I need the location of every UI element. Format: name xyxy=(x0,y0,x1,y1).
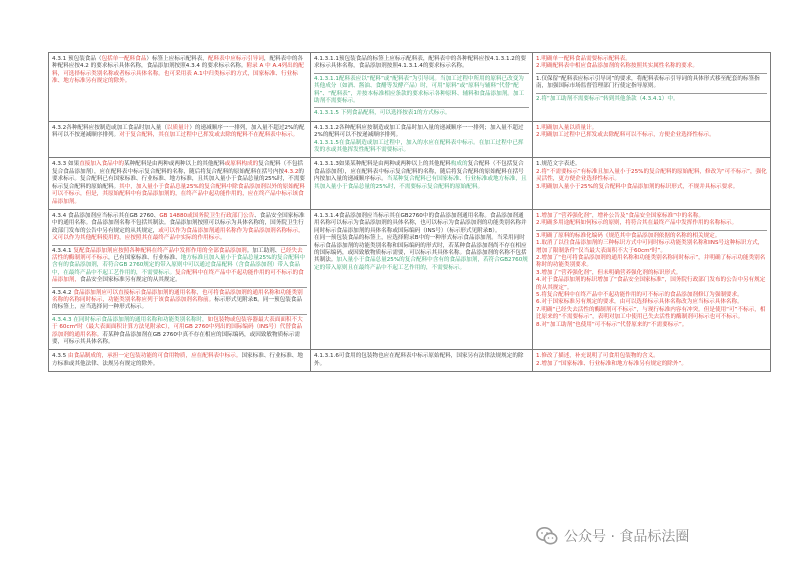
text-segment: ，已有国家标准、行业标准、 xyxy=(107,254,181,261)
text-segment: 构成的 xyxy=(450,161,468,168)
table-row xyxy=(49,350,771,372)
cell-clause-block xyxy=(314,213,529,272)
text-segment: 1.明确加入量以质量计。 xyxy=(536,124,598,131)
text-segment: 复合配料（不包括复合食品添加剂），应在配料表中标示复合配料的名称，随后将复合配料的原始配料在括号内按加入量的递减顺序标示。 xyxy=(314,161,524,183)
text-segment: 对于复合配料，其在加工过程中已挥发或去除的配料不在配料表中标示。 xyxy=(119,132,299,139)
text-segment: 加入量小于食品总量25%的复合配料中含有的食品添加剂，若符合GB2760规定的带入原则且在最终产品中不起工艺作用的，不需要标示。 xyxy=(314,257,528,271)
text-segment: 复合配料（不包括复合食品添加剂），应在配料表中标示复合配料的名称，随后将复合配料的原始配料在括号内按 xyxy=(52,161,304,175)
cell-clause-block xyxy=(536,125,767,140)
text-segment: 1.仅保留“配料表应标示引导词”的要求，将配料表标示引导词的具体形式移至配套的标签指南，加强国际市场监督管理部门行使定指导原则。 xyxy=(536,75,760,90)
text-segment: 某种配料是由两种或两种以上的其他配料 xyxy=(123,161,225,168)
text-segment: 7.明确“已经失去活性的酶制剂可不标示”，与现行标准内容有冲突。但是使用“可”不标示，相比原来的“不需要标示”，表明对加工中使用已失去活性的酶制剂可标示也可不标示。 xyxy=(536,306,766,321)
text-segment: 2.将“加工助剂不需要标示”转到其他条款（4.3.4.1）中。 xyxy=(536,95,679,102)
cell-clause-block xyxy=(52,290,307,315)
text-segment: 4.1.3.1.5在食品制造或加工过程中，加入的水应在配料表中标示。在加工过程中已挥发的水或其他挥发性配料不需要标示。 xyxy=(314,139,524,154)
text-segment: 包括单一配料食品 xyxy=(101,56,147,62)
text-segment: 如包装物或包装容器最大表面面积不大于 60cm²时（最大表面面积计算方法见附录C），可用GB 2760中列出的国际编码（INS号）代替食品添加剂的通用名称。 xyxy=(52,316,303,338)
text-segment: 1.修改了描述，补充说明了可食用包装物的含义。 xyxy=(536,353,659,360)
text-segment: 、食品安全国家标准中的通用名称。食品添加剂名称不包括其制法。食品添加剂按照可以标示为具体名称的，国务院卫生行政部门发布的公告中另有规定的从其规定， xyxy=(52,212,305,234)
new-draft-cell xyxy=(311,350,533,372)
text-segment: 标示引导词 xyxy=(235,56,264,62)
change-notes-cell xyxy=(533,209,771,350)
text-segment: 4.1.3.1.1预包装食品的标签上应标示配料表，配料表中的各种配料应按4.1.3.1.2的要求标示具体名称，食品添加剂按照4.1.3.1.4的要求标示名称。 xyxy=(314,56,527,70)
cell-clause-block xyxy=(52,213,307,246)
text-segment: 2.明确加工过程中已挥发或去除配料可以不标示，方便企业选择性标示。 xyxy=(536,132,715,139)
cell-clause-block xyxy=(536,96,767,103)
new-draft-cell xyxy=(311,209,533,350)
text-segment: 4.3.2 xyxy=(284,168,299,175)
text-segment: 8.对“加工助剂”也使用“可不标示”代替原来的“不需要标示”。 xyxy=(536,321,688,328)
text-segment: 4.1.3.1.1配料表应以“配料”或“配料表”为引导词。当加工过程中所用的原料已改变为其他成分（如酒、酱油、食醋等发酵产品）时，可用“原料”或“原料与辅料”代替“配料”、“配料表”，并按本标准相应条款的要求标示各种原料、辅料和食品添加剂。加工助剂不需要标示。 xyxy=(314,75,525,105)
cell-clause-block xyxy=(536,56,767,74)
text-segment: 。加工助剂、 xyxy=(246,247,281,254)
text-segment: 直接加入食品中的 xyxy=(79,161,124,168)
text-segment: 食品添加剂的名称不包括其制法。 xyxy=(314,249,527,264)
table-row xyxy=(49,158,771,209)
text-segment: 4.1.3.1.2各种配料应按制造或加工食品时加入量的递减顺序一一排列；加入量不超过2%的配料可以不按递减顺序排列。 xyxy=(314,124,524,139)
cell-clause-block xyxy=(314,353,529,368)
text-segment: 当某种复合配料已有国家标准、行业标准或地方标准，且其加入量小于食品总量的25%时，不需要标示复合配料的原始配料。 xyxy=(314,176,527,190)
cell-clause-block xyxy=(314,161,529,191)
text-segment: 以质量计 xyxy=(166,124,190,131)
text-segment: 或原料构成的 xyxy=(224,161,259,168)
text-segment: 食品添加剂应可以直接标示食品添加剂的通用名称，也可将食品添加剂的通用名称和功能类别名称的名称同时标示，功能类别名称应列于该食品添加剂名称前。 xyxy=(52,289,303,303)
text-segment: 国家标准、行业标准、地方标准或其他法律、法规另有规定的除外。 xyxy=(52,353,303,367)
cell-clause-block xyxy=(536,233,767,329)
change-notes-cell xyxy=(533,121,771,158)
old-standard-cell xyxy=(49,209,311,350)
text-segment: 1.明确单一配料食品需要标示配料表。 xyxy=(536,56,631,62)
text-segment: 复配食品添加剂应按照各种配料在终产品中发挥作用的全部食品添加剂 xyxy=(73,247,247,254)
table-body xyxy=(49,53,771,372)
old-standard-cell xyxy=(49,121,311,158)
wechat-watermark xyxy=(536,524,689,548)
text-segment: 4.对于食品添加剂的标识增加了“食品安全国家标准”，国务院行政部门发布的公告中另有规定的从其规定”。 xyxy=(536,277,766,291)
text-segment: 2.明确多用途配料如何标示的原则，将符合其在最终产品中发挥作用的名称标示。 xyxy=(536,220,738,227)
table-row xyxy=(49,121,771,158)
table-row xyxy=(49,209,771,350)
cell-clause-block xyxy=(314,110,529,117)
cell-clause-block xyxy=(52,161,307,205)
text-segment: 4.1.3.1.3如果某种配料是由两种或两种以上的其他配料 xyxy=(314,161,451,168)
text-segment: 4.3.1 预包装食品（ xyxy=(52,56,102,62)
cell-clause-block xyxy=(52,248,307,288)
text-segment: 食品安全国家标准另有规定的从其规定。 xyxy=(79,277,181,284)
table-row xyxy=(49,53,771,122)
text-segment: 4.3.3 如果 xyxy=(52,161,80,168)
text-segment: 配料表中应 xyxy=(207,56,236,62)
text-segment: 4.1.3.1.6可食用的包装物也应在配料表中标示原始配料，国家另有法律法规规定的除外。 xyxy=(314,353,524,367)
text-segment: 已经失去活性的酶制剂可不标示 xyxy=(52,247,303,261)
text-segment: 若某种食品添加剂在GB 2760中真不存在相应的国际编码，或因致敏物质标示需要，可标示其具体名称。 xyxy=(52,331,300,345)
text-segment: 附录 A 中 A.4列出的配料，可选择标示类别名称或者标示具体名称。也可采用表 A.1中归类标示的方式，国家标准、行业标准、地方标准另有规定的除外。 xyxy=(52,63,304,85)
cell-clause-block xyxy=(314,76,529,109)
text-segment: 2.增加了“也可将食品添加剂的通用名称和功能类别名称同时标示”，并明确了标示功能类别名称时的功能类别要求。 xyxy=(536,254,766,269)
old-standard-cell xyxy=(49,158,311,209)
text-segment: ，配料表中的各种配料应按4.2 的要求标示具体名称，食品添加剂按照4.3.4 的要求标示名称。 xyxy=(52,56,304,70)
text-segment: 6.对于国家标准另有规定的要求，由可以选择标示具体名称改为应当标示具体名称。 xyxy=(536,299,743,306)
text-segment: 的要求标示。复合配料已有国家标准、行业标准、地方标准，且其加入量小于食品总量的25%时，不需要标示复合配料的原始配料。 xyxy=(52,168,305,190)
new-draft-cell xyxy=(311,121,533,158)
new-draft-cell xyxy=(311,53,533,122)
cell-clause-block xyxy=(52,317,307,347)
text-segment: 4.3.5 xyxy=(52,353,69,360)
cell-clause-block xyxy=(314,125,529,155)
text-segment: 3.明确加入量小于25%的复合配料中食品添加剂的标识形式，不规并具标示要求。 xyxy=(536,183,739,190)
text-segment: 4.3.4.1 xyxy=(52,247,74,254)
watermark-text: 公众号 · 食品标法圈 xyxy=(564,529,690,545)
text-segment: 4.1.3.1.4食品添加剂应当标示其在GB2760中的食品添加剂通用名称。食品添加剂通用名称可以标示为食品添加剂的具体名称，也可以标示为食品添加剂的功能类别名称并同时标示食品添加剂的具体名称或国际编码（INS号）（标示形式见附录B）。 xyxy=(314,212,527,234)
change-notes-cell xyxy=(533,53,771,122)
new-draft-cell xyxy=(311,158,533,209)
text-segment: 在同一预包装食品的标签上，应选择附录B中的一种形式标示食品添加剂。当采用同时标示食品添加剂的功能类别名称和国际编码的形式时，若某种食品添加剂尚不存在相应的国际编码，或因致敏物质标示需要，可以标示其具体名称。 xyxy=(314,235,527,256)
text-segment: 4.3.4 食品添加剂应当标示其在GB 2760、 xyxy=(52,212,160,219)
cell-clause-block xyxy=(314,56,529,74)
text-segment: ）标签上应标示配料表， xyxy=(146,56,208,62)
text-segment: 复合配料中在终产品中不起功能作用的可不标示的食品添加剂， xyxy=(52,269,304,284)
text-segment: 1.取消了以往食品添加剂的三种标识方式中可同时标示功能类别名称和INS号这种标识方式，增加了限制条件“仅当最大表面积不大于60cm²时”。 xyxy=(536,240,764,254)
text-segment: 标示形式见附录B。同一预包装食品的标签上，应当选择同一种形式标示。 xyxy=(52,296,302,311)
text-segment: 由食品制成的，承担一定包装功能的可食用物质，应在配料表中标示。 xyxy=(68,353,242,360)
cell-clause-block xyxy=(52,56,307,86)
text-segment: 3.增加了“营养强化剂”，但未明确营养强化剂的标识形式。 xyxy=(536,269,682,276)
text-segment: ）的递减顺序一一排列，加入量不超过2%的配料可以不按递减顺序排列。 xyxy=(52,124,305,139)
text-segment: 4.3.4.3 在同时标示食品添加剂的通用名称和功能类别名称时， xyxy=(52,316,208,323)
text-segment: 4.1.3.1.5 下列食品配料，可以选择按表1的方式标示。 xyxy=(314,110,451,117)
cell-clause-block xyxy=(536,161,767,191)
text-segment: 2.将“不需要标示”有标准且加入量小于25%的复合配料的原始配料，修改为“可不标示”，强化灵活性，更方便企业选择性标示。 xyxy=(536,168,767,183)
text-segment: 或可以作为食品添加剂通用名称作为食品添加剂名称标示，又可以作为其他配料使用的，应按照其在最终产品中实际的作用标示。 xyxy=(52,227,304,242)
text-segment: 其中，加入量小于食品总量25%的复合配料中除食品添加剂以外的原始配料可以不标示，但是，其原始配料中有食品添加剂的，在终产品中起功能作用的，应在终产品中标示该食品添加剂。 xyxy=(52,183,305,205)
cell-clause-block xyxy=(52,125,307,140)
text-segment: 地方标准且加入量小于食品总量25%的复合配料中含有的食品添加剂，若符合GB 2760规定的带入原则中可以通过食品配料（含食品添加剂）带入食品中，在最终产品中不起工艺作用的，不需要标示。 xyxy=(52,254,305,276)
wechat-icon xyxy=(536,526,558,546)
old-standard-cell xyxy=(49,350,311,372)
text-segment: 4.3.4.2 xyxy=(52,289,74,296)
text-segment: GB 14880或国务院卫生行政部门公告 xyxy=(159,212,255,219)
cell-clause-block xyxy=(536,213,767,231)
cell-clause-block xyxy=(536,353,767,368)
change-notes-cell xyxy=(533,350,771,372)
cell-clause-block xyxy=(536,76,767,94)
text-segment: 2.明确配料表中相应食品添加剂的名称按照其实属性名称的要求。 xyxy=(536,63,698,70)
cell-clause-block xyxy=(52,353,307,368)
change-notes-cell xyxy=(533,158,771,209)
text-segment: 2.增加了“国家标准、行业标准和地方标准另有规定的除外”。 xyxy=(536,360,687,367)
standard-comparison-table xyxy=(48,52,771,372)
old-standard-cell xyxy=(49,53,311,122)
text-segment: 3.明确了原料的标准化编码《规范其中食品添加剂依据的名称的相关规定。 xyxy=(536,232,721,239)
text-segment: 4.3.2各种配料应按制造或加工食品时加入量（ xyxy=(52,124,167,131)
text-segment: 1.规范文字表述。 xyxy=(536,161,581,168)
text-segment: 1.增加了“营养强化剂”，增补公告及“食品安全国家标准”中的名称。 xyxy=(536,212,704,219)
text-segment: 5.将复合配料中在终产品中不起功能作用的可不标示的食品添加剂修订为强制要求。 xyxy=(536,291,743,298)
